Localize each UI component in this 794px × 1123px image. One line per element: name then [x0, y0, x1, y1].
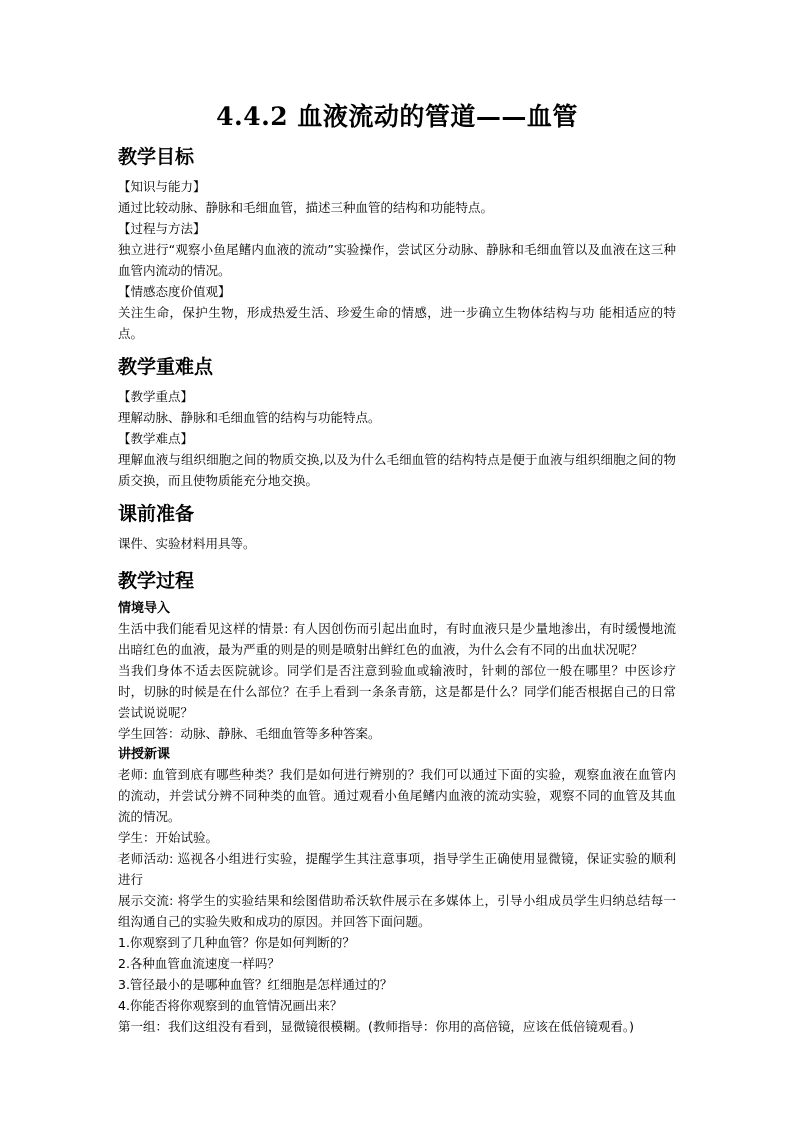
question-4: 4.你能否将你观察到的血管情况画出来？ — [118, 998, 343, 1013]
section-process — [118, 568, 676, 1037]
emotion-label: 【情感态度价值观】 — [118, 284, 231, 299]
difficult-text: 理解血液与组织细胞之间的物质交换,以及为什么毛细血管的结构特点是便于血液与组织细胞之间的物质交换，而且使物质能充分地交换。 — [118, 452, 676, 488]
knowledge-text: 通过比较动脉、静脉和毛细血管，描述三种血管的结构和功能特点。 — [118, 200, 494, 215]
intro-paragraph-3: 学生回答：动脉、静脉、毛细血管等多种答案。 — [118, 726, 381, 741]
new-lesson-heading: 讲授新课 — [118, 747, 171, 762]
section-heading-process: 教学过程 — [118, 570, 195, 592]
process-label: 【过程与方法】 — [118, 221, 206, 236]
emotion-text: 关注生命，保护生物，形成热爱生活、珍爱生命的情感，进一步确立生物体结构与功 能相适应的特点。 — [118, 305, 676, 341]
key-text: 理解动脉、静脉和毛细血管的结构与功能特点。 — [118, 410, 381, 425]
question-3: 3.管径最小的是哪种血管？红细胞是怎样通过的？ — [118, 977, 393, 992]
new-lesson-paragraph-2: 学生：开始试验。 — [118, 830, 219, 845]
section-heading-preparation: 课前准备 — [118, 503, 195, 525]
section-objectives — [118, 144, 676, 344]
section-key-points — [118, 354, 676, 491]
key-label: 【教学重点】 — [118, 389, 194, 404]
section-heading-objectives: 教学目标 — [118, 146, 195, 168]
difficult-label: 【教学难点】 — [118, 431, 194, 446]
question-1: 1.你观察到了几种血管？你是如何判断的？ — [118, 935, 355, 950]
new-lesson-paragraph-3: 老师活动: 巡视各小组进行实验，提醒学生其注意事项，指导学生正确使用显微镜，保证实验的顺利进行 — [118, 851, 676, 887]
group-1-response: 第一组：我们这组没有看到，显微镜很模糊。(教师指导：你用的高倍镜，应该在低倍镜观看。) — [118, 1019, 635, 1034]
section-heading-key-points: 教学重难点 — [118, 356, 214, 378]
process-text: 独立进行“观察小鱼尾鳍内血液的流动”实验操作，尝试区分动脉、静脉和毛细血管以及血液在这三种血管内流动的情况。 — [118, 242, 676, 278]
question-2: 2.各种血管血流速度一样吗？ — [118, 956, 280, 971]
document-page — [118, 100, 676, 1037]
new-lesson-paragraph-4: 展示交流: 将学生的实验结果和绘图借助希沃软件展示在多媒体上，引导小组成员学生归纳总结每一组沟通自己的实验失败和成功的原因。并回答下面问题。 — [118, 893, 676, 929]
preparation-text: 课件、实验材料用具等。 — [118, 536, 256, 551]
intro-paragraph-2: 当我们身体不适去医院就诊。同学们是否注意到验血或输液时，针刺的部位一般在哪里？中医诊疗时，切脉的时候是在什么部位？在手上看到一条条青筋，这是都是什么？同学们能否根据自己的日常尝试说说呢？ — [118, 663, 676, 720]
intro-paragraph-1: 生活中我们能看见这样的情景: 有人因创伤而引起出血时，有时血液只是少量地渗出，有时缓慢地流出暗红色的血液，最为严重的则是的则是喷射出鲜红色的血液，为什么会有不同的出血状况呢？ — [118, 621, 676, 657]
new-lesson-paragraph-1: 老师: 血管到底有哪些种类？我们是如何进行辨别的？我们可以通过下面的实验，观察血液在血管内的流动，并尝试分辨不同种类的血管。通过观看小鱼尾鳍内血液的流动实验，观察不同的血管及其血流的情况。 — [118, 767, 676, 824]
knowledge-label: 【知识与能力】 — [118, 179, 206, 194]
intro-heading: 情境导入 — [118, 601, 171, 616]
document-title: 4.4.2 血液流动的管道——血管 — [216, 102, 578, 131]
section-preparation — [118, 501, 676, 554]
